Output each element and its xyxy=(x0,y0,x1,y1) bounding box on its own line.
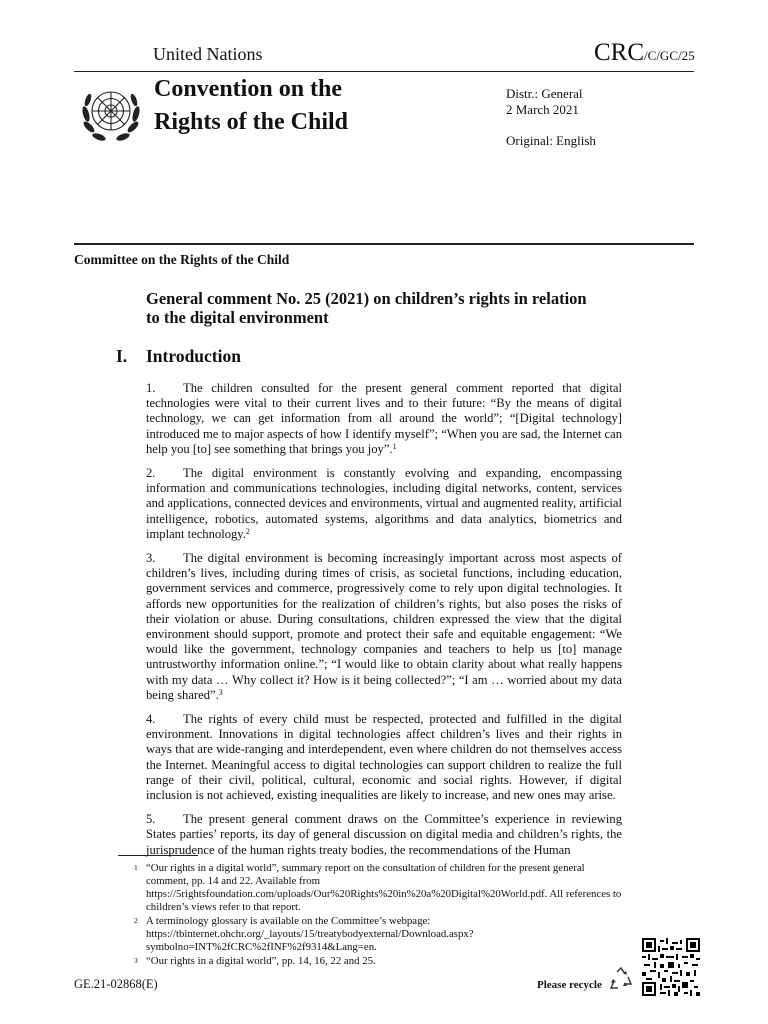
footnote xyxy=(118,915,628,954)
footnote-number: 2 xyxy=(134,916,138,925)
footnote-rule xyxy=(118,855,198,856)
document-number: GE.21-02868(E) xyxy=(74,977,158,991)
paragraph-number: 1. xyxy=(146,381,156,395)
paragraph-text: The digital environment is becoming increasingly important across most aspects of children’s lives, including during times of crisis, as societal functions, including education, government services and commerce, progressively come to rely upon digital technologies. It affords new opportunities for the realization of children’s rights, but also poses the risks of their violation or abuse. During consultations, children expressed the view that the digital environment should support, promote and protect their safe and equitable engagement: “We would like the government, technology companies and teachers to help us [to] manage untrustworthy information online.”; “I would like to obtain clarity about what really happens with my data … Why collect it? How is it being collected?”; “I am … worried about my data being shared”. xyxy=(146,551,622,702)
original-language: Original: English xyxy=(506,133,596,148)
distribution-info xyxy=(506,86,596,149)
paragraph xyxy=(146,712,622,803)
recycle-label: Please recycle xyxy=(537,979,602,991)
paragraph-text: The rights of every child must be respected, protected and fulfilled in the digital environment. Innovations in digital technologies affect children’s lives and their rights in ways that are wide-ranging and interdependent, even where children do not themselves access the Internet. Meaningful access to digital technologies can support children to realize the full range of their civil, political, cultural, economic and social rights. However, if digital inclusion is not achieved, existing inequalities are likely to increase, and new ones may arise. xyxy=(146,712,622,803)
paragraph-text: The present general comment draws on the Committee’s experience in reviewing States parties’ reports, its day of general discussion on digital media and children’s rights, the jurisprudence of the human rights treaty bodies, the recommendations of the Human xyxy=(146,812,622,857)
section-number: I. xyxy=(116,346,128,366)
title-rule xyxy=(74,243,694,245)
body-text xyxy=(146,381,622,867)
paragraph xyxy=(146,551,622,703)
section-title: Introduction xyxy=(146,346,241,366)
document-symbol-suffix: /C/GC/25 xyxy=(644,48,695,63)
paragraph-text: The children consulted for the present general comment reported that digital technologies were vital to their current lives and to their future: “By the means of digital technology, we can get information from all around the world”; “[Digital technology] introduced me to major aspects of how I identify myself”; “When you are sad, the Internet can help you [to] see something that brings you joy”. xyxy=(146,381,622,456)
footnote xyxy=(118,955,628,968)
paragraph-number: 2. xyxy=(146,466,156,481)
paragraph xyxy=(146,466,622,542)
footnote-number: 1 xyxy=(134,863,138,872)
committee-name: Committee on the Rights of the Child xyxy=(74,252,290,267)
footnote-number: 3 xyxy=(134,956,138,965)
distribution: Distr.: General xyxy=(506,86,583,101)
footnote-text: “Our rights in a digital world”, pp. 14, 16, 22 and 25. xyxy=(146,955,376,967)
footnote-ref[interactable]: 3 xyxy=(218,687,223,697)
general-comment-title: General comment No. 25 (2021) on children’s rights in relation to the digital environment xyxy=(146,289,587,327)
paragraph xyxy=(146,812,622,858)
organization-name: United Nations xyxy=(153,44,263,64)
footnote-ref[interactable]: 1 xyxy=(392,441,397,451)
paragraph-number: 5. xyxy=(146,812,156,827)
document-symbol xyxy=(594,39,695,67)
convention-title-line2: Rights of the Child xyxy=(154,109,349,135)
date: 2 March 2021 xyxy=(506,102,579,117)
paragraph-number: 4. xyxy=(146,712,156,727)
convention-title xyxy=(154,73,348,139)
header-rule xyxy=(74,71,694,72)
qr-code-icon[interactable] xyxy=(642,938,700,996)
footnote-ref[interactable]: 2 xyxy=(245,526,250,536)
un-emblem-icon xyxy=(78,80,144,146)
footnote-text: A terminology glossary is available on the Committee’s webpage: https://tbinternet.ohchr.org/_layouts/15/treatybodyexternal/Download.aspx?symbolno=INT%2fCRC%2fINF%2f9314&Lang=en. xyxy=(146,915,474,953)
paragraph xyxy=(146,381,622,457)
footnote-text: “Our rights in a digital world”, summary report on the consultation of children for the present general comment, pp. 14 and 22. Available from https://5rightsfoundation.com/uploads/Our%20Rights%20in%20a%20Digital%20World.pdf. All references to children’s views refer to that report. xyxy=(146,862,622,913)
convention-title-line1: Convention on the xyxy=(154,76,343,102)
document-symbol-main: CRC xyxy=(594,39,645,66)
recycle-icon xyxy=(608,966,634,992)
paragraph-text: The digital environment is constantly evolving and expanding, encompassing information and communications technologies, including digital networks, content, services and applications, connected devices and environments, virtual and augmented reality, artificial intelligence, robotics, automated systems, algorithms and data analytics, biometrics and implant technology. xyxy=(146,466,622,541)
paragraph-number: 3. xyxy=(146,551,156,566)
footnote xyxy=(118,862,628,914)
footnotes xyxy=(118,862,628,969)
